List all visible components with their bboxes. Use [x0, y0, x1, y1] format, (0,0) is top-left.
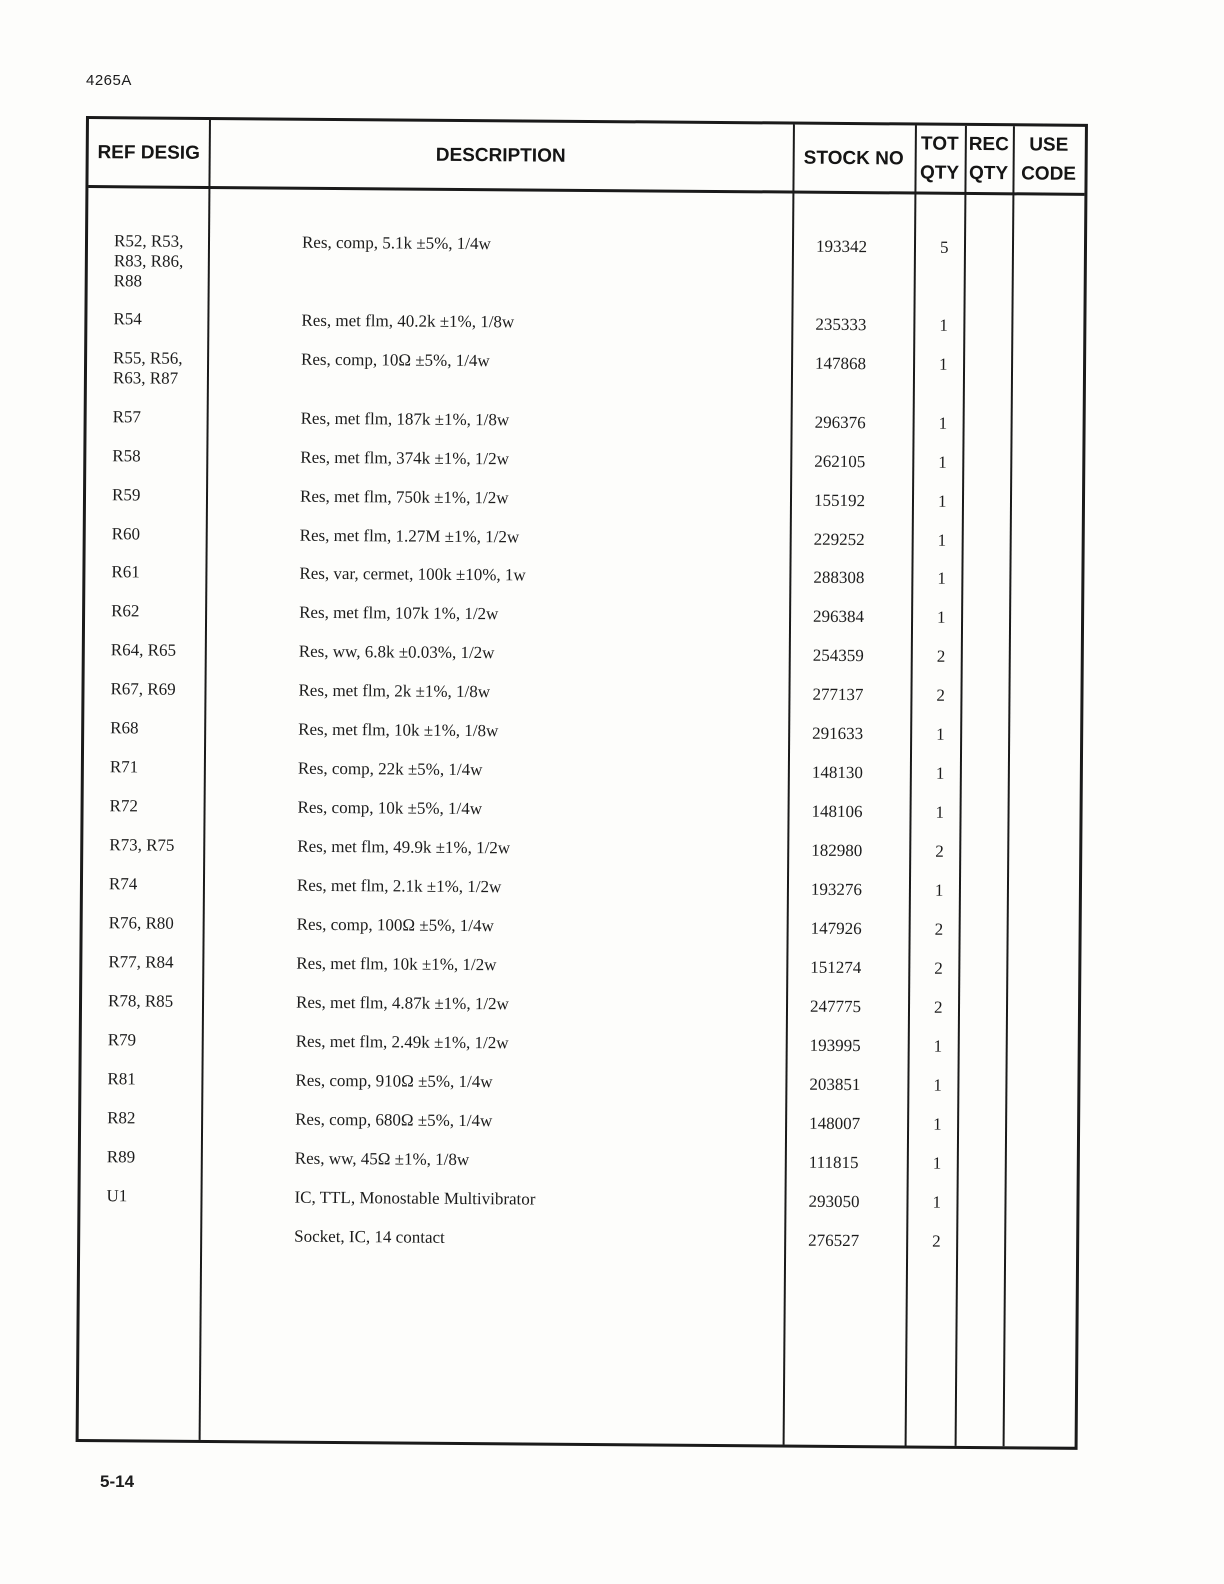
- page-number: 5-14: [100, 1472, 135, 1491]
- description-cell: IC, TTL, Monostable Multivibrator: [294, 1187, 536, 1209]
- stock-no-cell: 247775: [809, 996, 862, 1017]
- description-cell: Res, met flm, 107k 1%, 1/2w: [299, 602, 499, 624]
- description-cell: Res, comp, 680Ω ±5%, 1/4w: [295, 1109, 493, 1131]
- description-cell: Res, comp, 5.1k ±5%, 1/4w: [301, 232, 491, 254]
- tot-qty-cell: 1: [938, 452, 947, 472]
- header-use-code: [1012, 126, 1085, 193]
- table-row: [86, 485, 1082, 511]
- table-row: [82, 991, 1078, 1017]
- stock-no-cell: 296376: [814, 412, 866, 433]
- ref-desig-cell: R52, R53, R83, R86, R88: [113, 231, 184, 291]
- ref-desig-cell: R57: [112, 407, 142, 427]
- header-description-label: DESCRIPTION: [435, 144, 566, 167]
- table-row: [85, 679, 1081, 705]
- tot-qty-cell: 2: [936, 646, 946, 666]
- tot-qty-cell: 2: [932, 1231, 941, 1251]
- description-cell: Res, met flm, 1.27M ±1%, 1/2w: [299, 525, 520, 547]
- tot-qty-cell: 2: [936, 685, 946, 705]
- stock-no-cell: 254359: [812, 645, 864, 666]
- table-row: [85, 601, 1081, 627]
- stock-no-cell: 296384: [813, 606, 865, 627]
- header-description: [208, 120, 793, 191]
- tot-qty-cell: 1: [938, 413, 948, 433]
- column-divider: [905, 126, 917, 1446]
- ref-desig-cell: R76, R80: [108, 913, 174, 933]
- tot-qty-cell: 5: [939, 237, 949, 257]
- table-row: [86, 524, 1082, 550]
- stock-no-cell: 193995: [809, 1035, 861, 1056]
- table-row: [81, 1186, 1077, 1212]
- description-cell: Socket, IC, 14 contact: [294, 1226, 445, 1247]
- table-row: [82, 1069, 1078, 1095]
- description-cell: Res, met flm, 750k ±1%, 1/2w: [299, 486, 509, 508]
- stock-no-cell: 276527: [808, 1230, 860, 1251]
- tot-qty-cell: 1: [933, 1036, 943, 1056]
- table-row: [81, 1108, 1077, 1134]
- header-rec-qty-line1: REC: [968, 133, 1009, 156]
- table-row: [83, 835, 1079, 861]
- tot-qty-cell: 1: [935, 763, 945, 783]
- stock-no-cell: 148106: [811, 801, 863, 822]
- header-stock-no-label: STOCK NO: [803, 147, 904, 169]
- ref-desig-cell: R62: [111, 601, 140, 621]
- description-cell: Res, comp, 10Ω ±5%, 1/4w: [301, 349, 490, 371]
- ref-desig-cell: R89: [106, 1147, 136, 1167]
- tot-qty-cell: 2: [933, 997, 943, 1017]
- description-cell: Res, met flm, 49.9k ±1%, 1/2w: [297, 836, 511, 858]
- ref-desig-cell: R58: [112, 446, 141, 466]
- table-row: [81, 1147, 1077, 1173]
- description-cell: Res, comp, 100Ω ±5%, 1/4w: [296, 914, 494, 936]
- column-divider: [783, 125, 795, 1445]
- table-row: [85, 562, 1081, 588]
- header-rec-qty: [964, 126, 1013, 192]
- column-divider: [955, 126, 967, 1446]
- stock-no-cell: 293050: [808, 1191, 860, 1212]
- tot-qty-cell: 2: [935, 841, 944, 861]
- table-row: [82, 952, 1078, 978]
- stock-no-cell: 151274: [810, 957, 862, 978]
- table-row: [85, 640, 1081, 666]
- table-row: [84, 718, 1080, 744]
- ref-desig-cell: R68: [110, 718, 139, 738]
- ref-desig-cell: R72: [109, 796, 139, 816]
- ref-desig-cell: R67, R69: [110, 679, 176, 699]
- stock-no-cell: 148007: [809, 1113, 861, 1134]
- ref-desig-cell: R74: [108, 874, 138, 894]
- tot-qty-cell: 1: [936, 724, 945, 744]
- header-tot-qty-line1: TOT: [920, 133, 959, 155]
- tot-qty-cell: 1: [939, 354, 948, 374]
- table-row: [82, 1030, 1078, 1056]
- column-divider: [199, 120, 211, 1440]
- description-cell: Res, met flm, 374k ±1%, 1/2w: [300, 447, 509, 469]
- ref-desig-cell: R64, R65: [110, 640, 177, 660]
- ref-desig-cell: R61: [111, 562, 140, 582]
- description-cell: Res, ww, 45Ω ±1%, 1/8w: [294, 1148, 470, 1170]
- table-row: [87, 309, 1083, 335]
- description-cell: Res, comp, 22k ±5%, 1/4w: [297, 758, 483, 780]
- tot-qty-cell: 2: [934, 958, 943, 978]
- ref-desig-cell: R60: [111, 524, 141, 544]
- description-cell: Res, met flm, 2.49k ±1%, 1/2w: [295, 1031, 509, 1053]
- description-cell: Res, met flm, 4.87k ±1%, 1/2w: [295, 992, 509, 1014]
- ref-desig-cell: R55, R56, R63, R87: [112, 348, 183, 388]
- table-row: [84, 757, 1080, 783]
- column-divider: [1003, 126, 1015, 1446]
- tot-qty-cell: 1: [933, 1075, 942, 1095]
- description-cell: Res, met flm, 2k ±1%, 1/8w: [298, 680, 491, 702]
- stock-no-cell: 235333: [815, 314, 867, 335]
- tot-qty-cell: 1: [934, 880, 944, 900]
- document-id: 4265A: [86, 72, 132, 89]
- header-use-code-line2: CODE: [1021, 163, 1077, 185]
- ref-desig-cell: R78, R85: [107, 991, 174, 1011]
- stock-no-cell: 262105: [814, 451, 866, 472]
- description-cell: Res, met flm, 10k ±1%, 1/8w: [298, 719, 499, 741]
- table-row: [88, 231, 1084, 291]
- table-row: [87, 348, 1083, 388]
- stock-no-cell: 147926: [810, 918, 862, 939]
- header-stock-no: [792, 125, 915, 192]
- stock-no-cell: 229252: [813, 529, 865, 550]
- description-cell: Res, met flm, 10k ±1%, 1/2w: [296, 953, 497, 975]
- ref-desig-cell: R59: [111, 485, 141, 505]
- ref-desig-cell: R73, R75: [109, 835, 175, 855]
- description-cell: Res, ww, 6.8k ±0.03%, 1/2w: [298, 641, 495, 663]
- header-tot-qty: [914, 126, 965, 192]
- table-row: [84, 796, 1080, 822]
- stock-no-cell: 148130: [811, 762, 863, 783]
- table-row: [86, 446, 1082, 472]
- description-cell: Res, var, cermet, 100k ±10%, 1w: [299, 563, 526, 585]
- header-rec-qty-line2: QTY: [968, 162, 1009, 185]
- description-cell: Res, met flm, 2.1k ±1%, 1/2w: [296, 875, 502, 897]
- stock-no-cell: 277137: [812, 684, 864, 705]
- tot-qty-cell: 1: [939, 315, 948, 335]
- parts-list-table: [76, 116, 1088, 1450]
- header-ref-desig: [88, 119, 209, 186]
- table-row: [83, 874, 1079, 900]
- stock-no-cell: 155192: [813, 490, 866, 511]
- tot-qty-cell: 1: [937, 607, 946, 627]
- header-use-code-line1: USE: [1029, 134, 1069, 156]
- stock-no-cell: 111815: [808, 1152, 859, 1173]
- stock-no-cell: 203851: [809, 1074, 861, 1095]
- ref-desig-cell: U1: [106, 1186, 128, 1206]
- tot-qty-cell: 1: [935, 802, 945, 822]
- tot-qty-cell: 1: [937, 491, 947, 511]
- tot-qty-cell: 1: [937, 530, 947, 550]
- ref-desig-cell: R71: [109, 757, 139, 777]
- description-cell: Res, comp, 910Ω ±5%, 1/4w: [295, 1070, 493, 1092]
- description-cell: Res, met flm, 40.2k ±1%, 1/8w: [301, 310, 515, 332]
- header-tot-qty-line2: QTY: [919, 162, 960, 184]
- stock-no-cell: 288308: [813, 567, 865, 588]
- description-cell: Res, met flm, 187k ±1%, 1/8w: [300, 408, 510, 430]
- ref-desig-cell: R82: [107, 1108, 136, 1128]
- stock-no-cell: 147868: [815, 353, 867, 374]
- tot-qty-cell: 1: [933, 1114, 942, 1134]
- stock-no-cell: 291633: [812, 723, 864, 744]
- table-row: [83, 913, 1079, 939]
- table-row: [87, 407, 1083, 433]
- stock-no-cell: 182980: [811, 840, 863, 861]
- tot-qty-cell: 1: [932, 1153, 942, 1173]
- ref-desig-cell: R81: [107, 1069, 136, 1089]
- table-row: [80, 1225, 1076, 1251]
- header-ref-desig-label: REF DESIG: [97, 141, 200, 164]
- description-cell: Res, comp, 10k ±5%, 1/4w: [297, 797, 483, 819]
- tot-qty-cell: 1: [937, 568, 946, 588]
- ref-desig-cell: R77, R84: [108, 952, 174, 972]
- stock-no-cell: 193342: [815, 236, 868, 257]
- stock-no-cell: 193276: [810, 879, 863, 900]
- tot-qty-cell: 1: [932, 1192, 942, 1212]
- ref-desig-cell: R79: [107, 1030, 137, 1050]
- ref-desig-cell: R54: [113, 309, 142, 329]
- tot-qty-cell: 2: [934, 919, 944, 939]
